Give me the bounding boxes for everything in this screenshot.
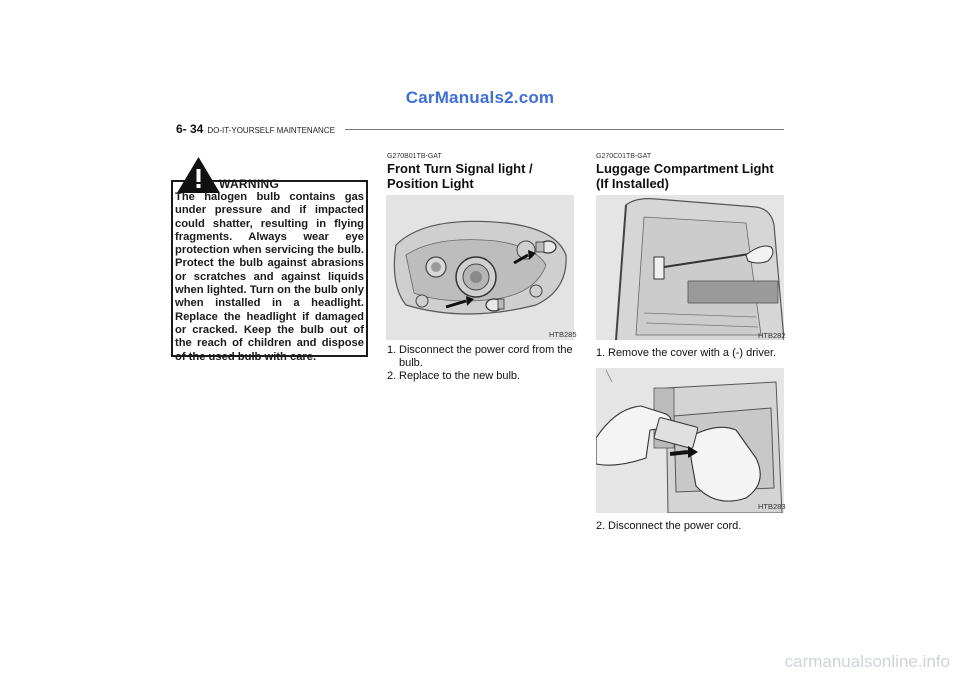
- headlight-figure: [386, 195, 574, 340]
- luggage-figure-1-label: HTB282: [758, 331, 786, 340]
- luggage-figure-2: [596, 368, 784, 513]
- luggage-step-1: [596, 347, 788, 360]
- front-turn-title-line2: Position Light: [387, 176, 474, 191]
- section-title: DO-IT-YOURSELF MAINTENANCE: [207, 126, 335, 135]
- step-number: 2.: [387, 370, 397, 382]
- headlight-illustration: [386, 195, 574, 340]
- luggage-title-line1: Luggage Compartment Light: [596, 161, 774, 176]
- warning-title: WARNING: [219, 177, 280, 191]
- watermark-top[interactable]: CarManuals2.com: [405, 88, 555, 107]
- page-header: [176, 122, 335, 136]
- front-turn-code: G270B01TB-GAT: [387, 153, 442, 160]
- front-turn-title: [387, 161, 577, 191]
- luggage-title-line2: (If Installed): [596, 176, 669, 191]
- light-cover-removal-illustration: [596, 368, 784, 513]
- step-number: 1.: [596, 347, 606, 359]
- watermark-bottom[interactable]: carmanualsonline.info: [784, 652, 950, 671]
- step-number: 2.: [596, 520, 606, 532]
- page-number: 6- 34: [176, 122, 204, 136]
- list-item: [387, 370, 579, 383]
- luggage-compartment-illustration: [596, 195, 784, 340]
- warning-text: The halogen bulb contains gas under pressure and if impacted could shatter, resulting in flying fragments. Always wear eye protection when servicing the bulb. Protect the bulb against abrasions or scratches and against liquids when lighted. Turn on the bulb only when installed in a headlight. Replace the headlight if damaged or cracked. Keep the bulb out of the reach of children and dispose of the used bulb with care.: [175, 191, 364, 363]
- header-rule: [345, 129, 784, 130]
- step-text: Remove the cover with a (-) driver.: [608, 347, 777, 359]
- front-turn-title-line1: Front Turn Signal light /: [387, 161, 533, 176]
- front-turn-steps: [387, 344, 579, 383]
- luggage-figure-1: [596, 195, 784, 340]
- list-item: [387, 344, 579, 370]
- step-text: Disconnect the power cord.: [608, 520, 742, 532]
- headlight-figure-label: HTB285: [549, 330, 577, 339]
- luggage-code: G270C01TB-GAT: [596, 153, 652, 160]
- list-item: [596, 347, 788, 360]
- luggage-figure-2-label: HTB283: [758, 502, 786, 511]
- step-text: Disconnect the power cord from the bulb.: [399, 344, 573, 369]
- luggage-title: [596, 161, 786, 191]
- step-text: Replace to the new bulb.: [399, 370, 521, 382]
- warning-triangle-icon: [176, 156, 221, 194]
- step-number: 1.: [387, 344, 397, 356]
- luggage-step-2: [596, 520, 788, 533]
- list-item: [596, 520, 788, 533]
